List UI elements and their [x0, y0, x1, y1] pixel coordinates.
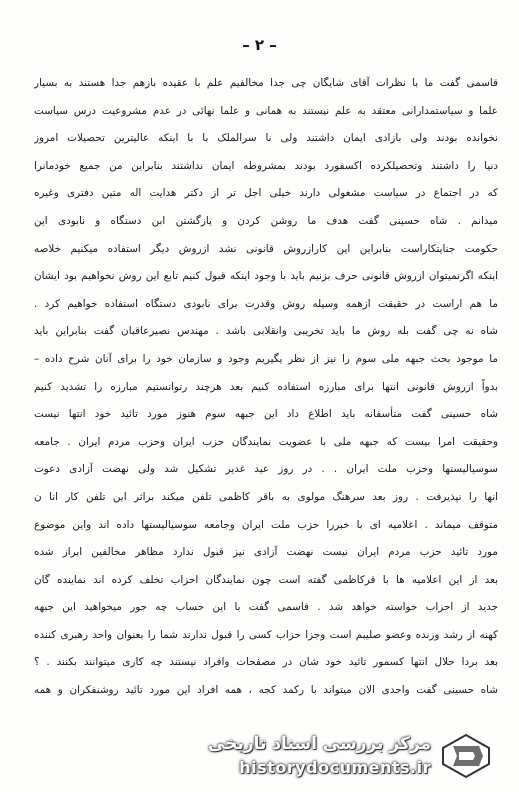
text-line: نخوانده بودند ولی بازادی ایمان داشتند ولی نا سرالملک با با اینکه عالیترین تحصیلات امروز	[34, 132, 498, 145]
text-line: که در اجتماع در سیاست مشغولی دارند خیلی اجل تر از دکتر هدایت اله متین دفتری وغیره	[34, 187, 498, 200]
text-line: شاه حسینی گفت متأسفانه باید اطلاع داد این جبهه سوم هنوز مورد تائید خود انتها نیست	[34, 408, 498, 421]
text-line: شاه نه چی گفت بله روش ما باید تخریبی وانقلابی باشد . مهندس نصیرعاقبان گفت بنابراین باید	[34, 325, 498, 338]
text-line: بدواً ازروش قانونی انتها برای مبارزه استفاده کنیم بعد هرچند رتوانستیم مبارزه را تشدید کنیم	[34, 380, 498, 393]
document-body	[34, 70, 498, 705]
text-line: حکومت جنایتکاراست بنابراین این کارازروش قانونی نشد ازروش دیگر استفاده میکنیم خلاصه	[34, 242, 498, 255]
text-line: وحقیقت امرا بیست که جبهه ملی با عضویت نمایندگان حزب ایران وحزب مردم ایران . جامعه	[34, 435, 498, 448]
archive-seal-icon	[439, 732, 493, 780]
page-number: – ۲ –	[242, 36, 277, 54]
text-line: سوسیالیستها وحزب ملت ایران . . در روز عید غدیر تشکیل شد ولی نهضت آزادی دعوت	[34, 463, 498, 476]
text-line: میدانم . شاه حسینی گفت هدف ما روشن کردن و یازگشتن ابن دستگاه و نابودی این	[34, 214, 498, 227]
text-line: اینکه اگرنمیتوان ازروش قانونی حرف بزنیم باید با وجود اینکه قبول کنیم تابع این روش نخواهیم بود ایشان	[34, 270, 498, 283]
text-line: قاسمی گفت ما با نظرات آقای شایگان چی جدا مخالفیم علم با عقیده بازهم جدا هستند به بسیار	[34, 77, 498, 89]
text-line: بعد از این اعلامیه ها با قرکاظمی گفته است چون نمایندگان احزاب تخلف کرده اند نماینده گان	[34, 573, 498, 586]
watermark-title: مرکز بررسی اسناد تاریخی	[208, 734, 431, 754]
watermark-url: historydocuments.ir	[239, 758, 431, 777]
text-line: شاه حسینی گفت واحدی الان میتواند با رکمد کجه ، همه افراد این مورد تائید روشنفکران و همه	[34, 684, 498, 697]
text-line: انها را نپذیرفت . روز بعد سرهنگ مولوی به باقر کاظمی تلفن میکند براثر این تلفن کار انا ن	[34, 490, 498, 503]
watermark	[201, 728, 501, 784]
text-line: کهنه از رشد وزنده وعضو صلیبم است وجزا حزاب کسی را قبول ندارند شما را بعنوان واحد رهبری کننده	[34, 628, 498, 641]
text-line: متوقف میماند . اعلامیه ای با خبررا حزب ملت ایران وجامعه سوسیالیستها داده اند واین موضوع	[34, 518, 498, 531]
text-line: جدید از احزاب خواسته خواهد شد . قاسمی گفت با این حساب چه جور میخواهید این جبهه	[34, 601, 498, 614]
text-line: دنیا را داشتند وتحصیلکرده اکسفورد بودند بمشروطه ایمان نداشتند بنابراین من جمیع خودمانرا	[34, 159, 498, 172]
text-line: علما و سیاستمدارانی معتقد به علم نیستند به همانی و علما نهائی در عدم مشروعیت درس سیاست	[34, 104, 498, 117]
text-line: بعد بردا حلال انتها کسمور تائید خود شان در مصفحات وافراد نیستند چه کاری میتوانند بکنند . ؟	[34, 656, 498, 669]
text-line: ما موجود بحث جبهه ملی سوم را نیز از نظر یگیریم وجود و سازمان خود را برای آنان شرح داده –	[34, 352, 498, 365]
text-line: ما هم اراست در حقیقت ازهمه وسیله روش وقدرت برای نابودی دستگاه استفاده خواهیم کرد .	[34, 297, 498, 310]
text-line: مورد تائید حزب مردم ایران نیست نهضت آزادی نیز قبول ندارد مظاهر مخالفین ابراز شده	[34, 546, 498, 559]
